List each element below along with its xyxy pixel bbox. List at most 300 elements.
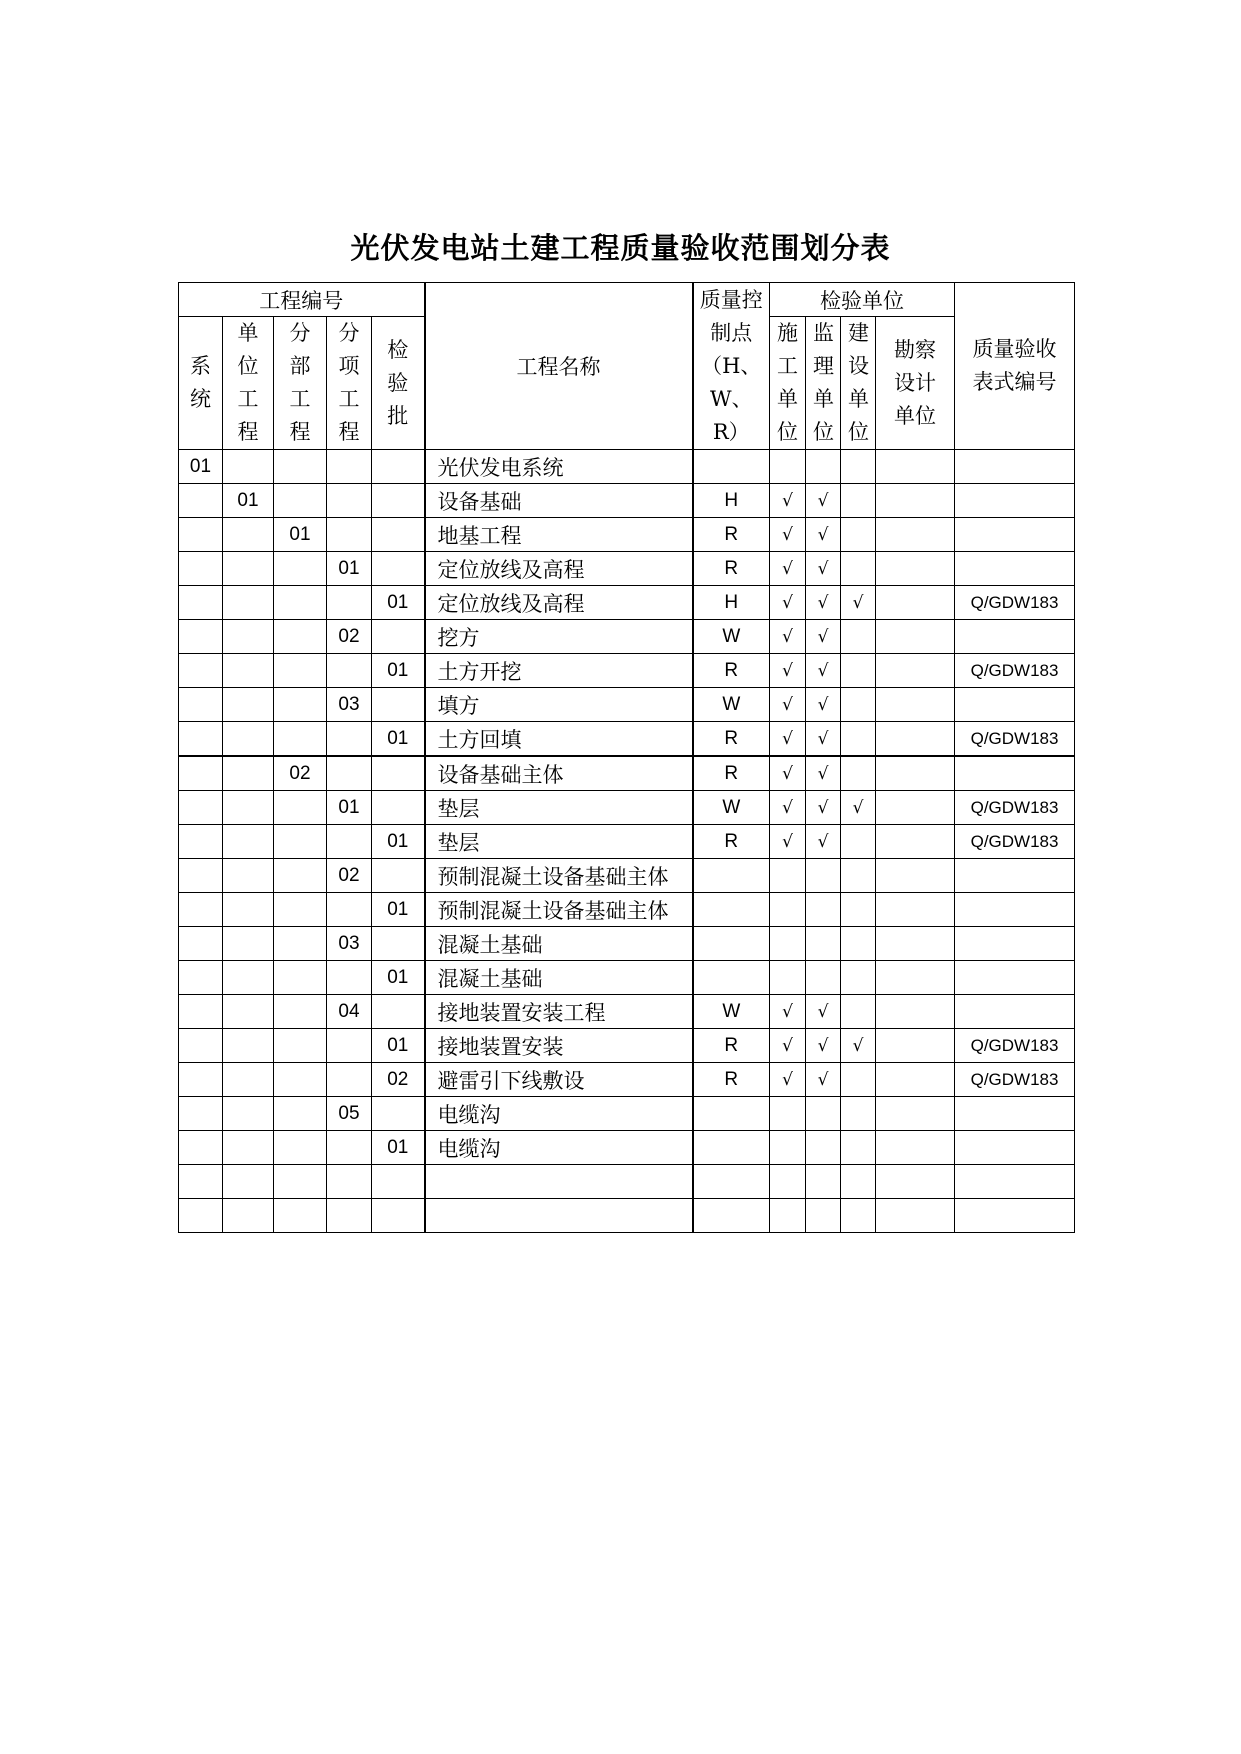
unit-project-code-cell [223, 450, 274, 484]
survey-design-check-cell [876, 654, 955, 688]
system-code-cell [179, 1199, 223, 1233]
subitem-code-cell [327, 1029, 372, 1063]
batch-code-cell [372, 688, 425, 722]
project-name-cell: 土方开挖 [425, 654, 693, 688]
owner-check-cell [841, 825, 876, 859]
unit-project-code-cell [223, 893, 274, 927]
unit-project-code-cell [223, 688, 274, 722]
supervision-check-cell: √ [806, 1029, 841, 1063]
form-no-cell [955, 1097, 1075, 1131]
subitem-code-cell [327, 1131, 372, 1165]
table-row [179, 688, 1075, 722]
batch-code-cell [372, 791, 425, 825]
survey-design-check-cell [876, 688, 955, 722]
survey-design-check-cell [876, 995, 955, 1029]
survey-design-check-cell [876, 859, 955, 893]
division-code-cell [274, 825, 327, 859]
project-name-cell: 定位放线及高程 [425, 552, 693, 586]
document-title: 光伏发电站土建工程质量验收范围划分表 [350, 231, 891, 265]
system-code-cell [179, 620, 223, 654]
division-code-cell [274, 1199, 327, 1233]
table-row [179, 756, 1075, 791]
qc-point-cell [693, 1097, 770, 1131]
subitem-code-cell: 02 [327, 859, 372, 893]
qc-point-cell [693, 450, 770, 484]
qc-point-cell [693, 961, 770, 995]
construction-check-cell [770, 1131, 806, 1165]
form-no-cell: Q/GDW183 [955, 1063, 1075, 1097]
construction-check-cell: √ [770, 791, 806, 825]
qc-point-cell: R [693, 1029, 770, 1063]
project-name-cell: 垫层 [425, 825, 693, 859]
survey-design-check-cell [876, 961, 955, 995]
batch-code-cell [372, 995, 425, 1029]
form-no-cell [955, 756, 1075, 791]
division-code-cell [274, 927, 327, 961]
construction-check-cell: √ [770, 1063, 806, 1097]
form-no-cell [955, 552, 1075, 586]
system-code-cell: 01 [179, 450, 223, 484]
division-code-cell [274, 1097, 327, 1131]
survey-design-check-cell [876, 586, 955, 620]
system-code-cell [179, 859, 223, 893]
project-name-cell [425, 1199, 693, 1233]
survey-design-check-cell [876, 484, 955, 518]
table-row [179, 722, 1075, 757]
owner-check-cell [841, 620, 876, 654]
supervision-check-cell: √ [806, 688, 841, 722]
construction-check-cell: √ [770, 484, 806, 518]
system-code-cell [179, 586, 223, 620]
form-no-cell [955, 518, 1075, 552]
construction-check-cell [770, 927, 806, 961]
subitem-code-cell [327, 961, 372, 995]
batch-code-cell [372, 1097, 425, 1131]
form-no-header: 质量验收表式编号 [955, 283, 1075, 450]
table-row [179, 552, 1075, 586]
subitem-code-cell: 02 [327, 620, 372, 654]
batch-code-cell [372, 620, 425, 654]
unit-project-header: 单位工程 [223, 317, 274, 450]
table-row [179, 1199, 1075, 1233]
owner-check-cell [841, 1165, 876, 1199]
division-code-cell [274, 1165, 327, 1199]
form-no-cell: Q/GDW183 [955, 722, 1075, 757]
subitem-code-cell: 05 [327, 1097, 372, 1131]
form-no-cell: Q/GDW183 [955, 825, 1075, 859]
survey-design-check-cell [876, 1131, 955, 1165]
division-code-cell [274, 688, 327, 722]
unit-project-code-cell [223, 518, 274, 552]
project-name-cell: 混凝土基础 [425, 961, 693, 995]
form-no-cell [955, 620, 1075, 654]
unit-project-code-cell [223, 1029, 274, 1063]
table-row [179, 484, 1075, 518]
supervision-check-cell: √ [806, 620, 841, 654]
project-name-cell: 设备基础主体 [425, 756, 693, 791]
division-code-cell [274, 654, 327, 688]
supervision-check-cell: √ [806, 825, 841, 859]
survey-design-check-cell [876, 1199, 955, 1233]
subitem-code-cell: 04 [327, 995, 372, 1029]
supervision-check-cell [806, 961, 841, 995]
supervision-check-cell [806, 1131, 841, 1165]
division-code-cell [274, 1029, 327, 1063]
system-code-cell [179, 791, 223, 825]
division-code-cell [274, 859, 327, 893]
qc-point-cell: R [693, 518, 770, 552]
survey-design-check-cell [876, 791, 955, 825]
construction-check-cell: √ [770, 688, 806, 722]
batch-code-cell [372, 1199, 425, 1233]
qc-point-cell: W [693, 995, 770, 1029]
construction-check-cell: √ [770, 825, 806, 859]
supervision-check-cell [806, 859, 841, 893]
system-code-cell [179, 552, 223, 586]
division-code-cell [274, 484, 327, 518]
construction-check-cell: √ [770, 722, 806, 757]
division-code-cell [274, 995, 327, 1029]
system-code-cell [179, 961, 223, 995]
table-row [179, 1165, 1075, 1199]
qc-point-cell: R [693, 1063, 770, 1097]
construction-check-cell [770, 1165, 806, 1199]
batch-code-cell: 01 [372, 893, 425, 927]
unit-project-code-cell [223, 1097, 274, 1131]
supervision-check-cell: √ [806, 552, 841, 586]
project-name-cell: 定位放线及高程 [425, 586, 693, 620]
survey-design-check-cell [876, 927, 955, 961]
division-code-cell [274, 1063, 327, 1097]
supervision-check-cell: √ [806, 995, 841, 1029]
owner-check-cell [841, 484, 876, 518]
qc-point-cell: W [693, 791, 770, 825]
construction-check-cell [770, 893, 806, 927]
unit-project-code-cell [223, 722, 274, 757]
qc-point-cell [693, 1131, 770, 1165]
table-row [179, 1063, 1075, 1097]
owner-check-cell [841, 995, 876, 1029]
unit-project-code-cell: 01 [223, 484, 274, 518]
owner-check-cell [841, 1063, 876, 1097]
table-row [179, 518, 1075, 552]
table-row [179, 654, 1075, 688]
unit-project-code-cell [223, 1131, 274, 1165]
form-no-cell: Q/GDW183 [955, 791, 1075, 825]
project-name-cell: 接地装置安装工程 [425, 995, 693, 1029]
unit-project-code-cell [223, 961, 274, 995]
division-code-cell [274, 1131, 327, 1165]
owner-check-cell [841, 961, 876, 995]
project-name-cell: 土方回填 [425, 722, 693, 757]
survey-design-check-cell [876, 620, 955, 654]
system-code-cell [179, 756, 223, 791]
table-row [179, 893, 1075, 927]
qc-point-cell: R [693, 756, 770, 791]
subitem-header: 分项工程 [327, 317, 372, 450]
project-name-cell [425, 1165, 693, 1199]
construction-check-cell [770, 1097, 806, 1131]
owner-check-cell: √ [841, 791, 876, 825]
unit-project-code-cell [223, 586, 274, 620]
table-row [179, 620, 1075, 654]
batch-code-cell: 01 [372, 825, 425, 859]
subitem-code-cell [327, 1199, 372, 1233]
owner-check-cell [841, 552, 876, 586]
supervision-check-cell: √ [806, 654, 841, 688]
qc-point-cell: H [693, 484, 770, 518]
form-no-cell [955, 484, 1075, 518]
owner-check-cell [841, 1097, 876, 1131]
batch-code-cell [372, 450, 425, 484]
form-no-cell [955, 893, 1075, 927]
owner-check-cell [841, 654, 876, 688]
code-group-header: 工程编号 [179, 283, 425, 317]
subitem-code-cell [327, 756, 372, 791]
owner-check-cell [841, 893, 876, 927]
system-code-cell [179, 484, 223, 518]
survey-design-check-cell [876, 450, 955, 484]
subitem-code-cell [327, 1063, 372, 1097]
survey-design-check-cell [876, 518, 955, 552]
batch-code-cell [372, 518, 425, 552]
batch-code-cell [372, 859, 425, 893]
subitem-code-cell: 03 [327, 927, 372, 961]
system-code-cell [179, 722, 223, 757]
subitem-code-cell [327, 450, 372, 484]
unit-project-code-cell [223, 825, 274, 859]
form-no-cell [955, 688, 1075, 722]
subitem-code-cell: 03 [327, 688, 372, 722]
supervision-check-cell [806, 1199, 841, 1233]
system-header: 系统 [179, 317, 223, 450]
table-row [179, 961, 1075, 995]
project-name-cell: 填方 [425, 688, 693, 722]
table-row [179, 927, 1075, 961]
batch-code-cell: 01 [372, 586, 425, 620]
unit-project-code-cell [223, 552, 274, 586]
table-row [179, 1097, 1075, 1131]
subitem-code-cell [327, 484, 372, 518]
form-no-cell [955, 1199, 1075, 1233]
system-code-cell [179, 1131, 223, 1165]
table-row [179, 1029, 1075, 1063]
unit-project-code-cell [223, 756, 274, 791]
batch-code-cell: 01 [372, 722, 425, 757]
supervision-check-cell: √ [806, 586, 841, 620]
qc-point-cell [693, 893, 770, 927]
project-name-cell: 光伏发电系统 [425, 450, 693, 484]
qc-point-cell: R [693, 825, 770, 859]
supervision-check-cell [806, 450, 841, 484]
construction-check-cell [770, 961, 806, 995]
supervision-check-cell [806, 927, 841, 961]
table-row [179, 995, 1075, 1029]
supervision-check-cell [806, 1165, 841, 1199]
supervision-unit-header: 监理单位 [806, 317, 841, 450]
survey-design-check-cell [876, 1029, 955, 1063]
project-name-cell: 挖方 [425, 620, 693, 654]
construction-check-cell: √ [770, 586, 806, 620]
division-code-cell: 01 [274, 518, 327, 552]
owner-check-cell [841, 722, 876, 757]
batch-header: 检验批 [372, 317, 425, 450]
survey-design-check-cell [876, 893, 955, 927]
supervision-check-cell [806, 1097, 841, 1131]
qc-point-cell: H [693, 586, 770, 620]
project-name-cell: 设备基础 [425, 484, 693, 518]
form-no-cell [955, 1165, 1075, 1199]
batch-code-cell: 01 [372, 1131, 425, 1165]
construction-check-cell: √ [770, 620, 806, 654]
batch-code-cell: 01 [372, 654, 425, 688]
unit-project-code-cell [223, 791, 274, 825]
qc-point-cell: W [693, 620, 770, 654]
survey-design-check-cell [876, 1063, 955, 1097]
form-no-cell [955, 961, 1075, 995]
supervision-check-cell: √ [806, 756, 841, 791]
subitem-code-cell [327, 518, 372, 552]
survey-design-check-cell [876, 1097, 955, 1131]
survey-design-check-cell [876, 722, 955, 757]
form-no-cell [955, 450, 1075, 484]
owner-check-cell [841, 859, 876, 893]
table-row [179, 1131, 1075, 1165]
survey-design-unit-header: 勘察设计单位 [876, 317, 955, 450]
division-code-cell [274, 552, 327, 586]
division-code-cell [274, 893, 327, 927]
construction-check-cell: √ [770, 518, 806, 552]
unit-project-code-cell [223, 1199, 274, 1233]
qc-point-cell: W [693, 688, 770, 722]
unit-project-code-cell [223, 995, 274, 1029]
supervision-check-cell: √ [806, 1063, 841, 1097]
supervision-check-cell: √ [806, 791, 841, 825]
qc-point-header: 质量控制点（H、W、R） [693, 283, 770, 450]
division-code-cell [274, 722, 327, 757]
division-code-cell [274, 961, 327, 995]
unit-project-code-cell [223, 654, 274, 688]
project-name-cell: 混凝土基础 [425, 927, 693, 961]
project-name-cell: 电缆沟 [425, 1131, 693, 1165]
batch-code-cell [372, 484, 425, 518]
form-no-cell [955, 859, 1075, 893]
project-name-cell: 避雷引下线敷设 [425, 1063, 693, 1097]
subitem-code-cell [327, 722, 372, 757]
owner-check-cell [841, 927, 876, 961]
owner-check-cell [841, 756, 876, 791]
table-body [179, 450, 1075, 1233]
system-code-cell [179, 893, 223, 927]
project-name-cell: 预制混凝土设备基础主体 [425, 859, 693, 893]
form-no-cell [955, 927, 1075, 961]
owner-check-cell [841, 450, 876, 484]
system-code-cell [179, 654, 223, 688]
owner-check-cell [841, 518, 876, 552]
qc-point-cell [693, 927, 770, 961]
batch-code-cell: 01 [372, 961, 425, 995]
construction-check-cell [770, 1199, 806, 1233]
name-header: 工程名称 [425, 283, 693, 450]
batch-code-cell [372, 552, 425, 586]
qc-point-cell [693, 1165, 770, 1199]
division-code-cell [274, 586, 327, 620]
batch-code-cell: 02 [372, 1063, 425, 1097]
owner-check-cell [841, 1131, 876, 1165]
subitem-code-cell [327, 654, 372, 688]
batch-code-cell [372, 1165, 425, 1199]
form-no-cell: Q/GDW183 [955, 1029, 1075, 1063]
project-name-cell: 预制混凝土设备基础主体 [425, 893, 693, 927]
header-row-1 [179, 283, 1075, 317]
construction-check-cell [770, 859, 806, 893]
owner-unit-header: 建设单位 [841, 317, 876, 450]
construction-check-cell: √ [770, 552, 806, 586]
survey-design-check-cell [876, 552, 955, 586]
system-code-cell [179, 688, 223, 722]
unit-project-code-cell [223, 1165, 274, 1199]
subitem-code-cell [327, 1165, 372, 1199]
qc-point-cell [693, 1199, 770, 1233]
subitem-code-cell [327, 825, 372, 859]
survey-design-check-cell [876, 1165, 955, 1199]
owner-check-cell: √ [841, 586, 876, 620]
qc-point-cell: R [693, 722, 770, 757]
form-no-cell [955, 995, 1075, 1029]
construction-check-cell [770, 450, 806, 484]
subitem-code-cell: 01 [327, 552, 372, 586]
construction-check-cell: √ [770, 654, 806, 688]
form-no-cell: Q/GDW183 [955, 586, 1075, 620]
project-name-cell: 垫层 [425, 791, 693, 825]
supervision-check-cell: √ [806, 518, 841, 552]
inspect-group-header: 检验单位 [770, 283, 955, 317]
table-row [179, 791, 1075, 825]
qc-point-cell: R [693, 552, 770, 586]
unit-project-code-cell [223, 859, 274, 893]
system-code-cell [179, 825, 223, 859]
table-row [179, 859, 1075, 893]
supervision-check-cell: √ [806, 484, 841, 518]
subitem-code-cell [327, 586, 372, 620]
system-code-cell [179, 1097, 223, 1131]
owner-check-cell [841, 1199, 876, 1233]
survey-design-check-cell [876, 756, 955, 791]
division-code-cell [274, 450, 327, 484]
survey-design-check-cell [876, 825, 955, 859]
project-name-cell: 电缆沟 [425, 1097, 693, 1131]
table-row [179, 825, 1075, 859]
supervision-check-cell [806, 893, 841, 927]
qc-point-cell [693, 859, 770, 893]
acceptance-scope-table [178, 282, 1075, 1233]
form-no-cell [955, 1131, 1075, 1165]
batch-code-cell [372, 927, 425, 961]
supervision-check-cell: √ [806, 722, 841, 757]
project-name-cell: 接地装置安装 [425, 1029, 693, 1063]
construction-unit-header: 施工单位 [770, 317, 806, 450]
subitem-code-cell: 01 [327, 791, 372, 825]
owner-check-cell [841, 688, 876, 722]
batch-code-cell [372, 756, 425, 791]
division-code-cell [274, 620, 327, 654]
construction-check-cell: √ [770, 995, 806, 1029]
table-row [179, 450, 1075, 484]
system-code-cell [179, 995, 223, 1029]
unit-project-code-cell [223, 620, 274, 654]
construction-check-cell: √ [770, 1029, 806, 1063]
subitem-code-cell [327, 893, 372, 927]
